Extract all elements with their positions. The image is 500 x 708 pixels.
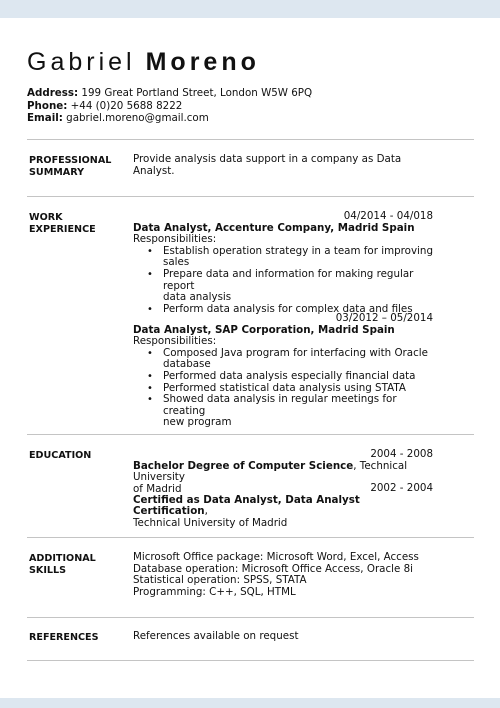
education-line: Technical University of Madrid	[133, 516, 288, 529]
responsibilities-label: Responsibilities:	[133, 233, 217, 246]
divider	[27, 196, 474, 197]
education-dates: 2002 - 2004	[370, 482, 433, 494]
job-title: Data Analyst, SAP Corporation, Madrid Spain	[133, 323, 395, 336]
divider	[27, 660, 474, 661]
bottom-band	[0, 698, 500, 708]
phone-label: Phone:	[27, 99, 68, 112]
job-entry	[133, 211, 433, 315]
bullet-icon: •	[147, 370, 153, 382]
list-item: • Showed data analysis in regular meetings for creating new program	[147, 393, 397, 429]
degree-title: Certified as Data Analyst, Data Analyst Certification	[133, 493, 360, 518]
list-item: • Prepare data and information for making regular report data analysis	[147, 267, 414, 304]
responsibility-list	[133, 348, 433, 429]
bullet-icon: •	[147, 245, 153, 257]
email-value: gabriel.moreno@gmail.com	[62, 112, 209, 124]
bullet-icon: •	[147, 347, 153, 359]
education-heading: EDUCATION	[29, 450, 92, 461]
email-label: Email:	[27, 112, 63, 124]
bullet-icon: •	[147, 303, 153, 315]
last-name: Moreno	[145, 48, 260, 76]
contact-block	[27, 87, 312, 125]
list-item: • Performed statistical data analysis using STATA	[147, 381, 406, 394]
experience-heading: WORK EXPERIENCE	[29, 212, 96, 235]
bullet-icon: •	[147, 268, 153, 280]
bullet-icon: •	[147, 382, 153, 394]
divider	[27, 617, 474, 618]
references-heading: REFERENCES	[29, 632, 99, 643]
responsibilities-label: Responsibilities:	[133, 335, 217, 348]
list-item: • Composed Java program for interfacing with Oracle database	[147, 346, 428, 371]
education-line: Bachelor Degree of Computer Science, Technical University	[133, 459, 408, 484]
references-text: References available on request	[133, 630, 299, 642]
phone-line	[27, 100, 312, 113]
education-dates: 2004 - 2008	[370, 448, 433, 460]
job-dates: 03/2012 – 05/2014	[335, 312, 433, 324]
skill-line: Programming: C++, SQL, HTML	[133, 585, 296, 598]
skills-heading: ADDITIONAL SKILLS	[29, 553, 96, 576]
divider	[27, 434, 474, 435]
job-title: Data Analyst, Accenture Company, Madrid Spain	[133, 221, 415, 234]
address-label: Address:	[27, 87, 79, 99]
email-line	[27, 112, 312, 125]
divider	[27, 537, 474, 538]
address-value: 199 Great Portland Street, London W5W 6PQ	[78, 87, 313, 99]
skill-line: Statistical operation: SPSS, STATA	[133, 574, 307, 587]
responsibility-list	[133, 246, 433, 316]
bullet-icon: •	[147, 394, 153, 406]
first-name: Gabriel	[27, 48, 136, 76]
list-item: • Performed data analysis especially financial data	[147, 369, 416, 382]
education-entry	[133, 483, 433, 529]
top-band	[0, 0, 500, 18]
list-item: • Perform data analysis for complex data and files	[147, 302, 413, 315]
phone-value: +44 (0)20 5688 8222	[67, 99, 183, 112]
address-line	[27, 87, 312, 100]
job-entry	[133, 313, 433, 429]
education-line: of Madrid	[133, 482, 182, 495]
skills-list	[133, 552, 433, 598]
skill-line: Microsoft Office package: Microsoft Word, Excel, Access	[133, 551, 419, 563]
candidate-name	[27, 48, 260, 77]
divider	[27, 139, 474, 140]
skill-line: Database operation: Microsoft Office Access, Oracle 8i	[133, 562, 414, 575]
education-line: Certified as Data Analyst, Data Analyst Certification,	[133, 493, 360, 518]
job-dates: 04/2014 - 04/018	[343, 210, 433, 222]
summary-text: Provide analysis data support in a company as Data Analyst.	[133, 153, 402, 177]
list-item: • Establish operation strategy in a team for improving sales	[147, 244, 433, 269]
summary-heading: PROFESSIONAL SUMMARY	[29, 155, 112, 178]
degree-title: Bachelor Degree of Computer Science	[133, 459, 354, 472]
